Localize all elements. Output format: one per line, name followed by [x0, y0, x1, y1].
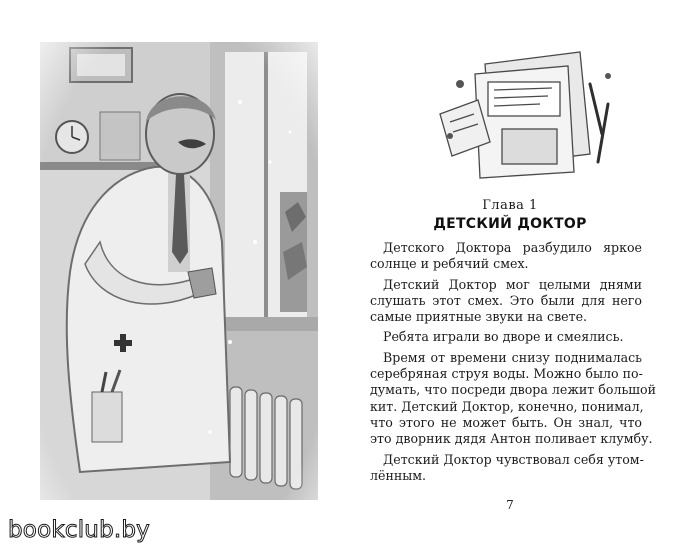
paragraph [370, 240, 642, 273]
chapter-label: Глава 1 [482, 198, 538, 213]
text-line: самые приятные звуки на свете. [370, 309, 588, 325]
text-line: Детского Доктора разбудило яркое [383, 240, 642, 255]
paragraph [370, 349, 656, 448]
text-line: что этого не может быть. Он знал, что [370, 414, 642, 430]
page-number: 7 [506, 498, 514, 512]
text-line: лённым. [370, 467, 427, 483]
text-line: Время от времени снизу поднималась [383, 349, 642, 365]
doctor-illustration [40, 42, 318, 500]
paragraph [370, 329, 642, 345]
text-line: это дворник дядя Антон поливает клумбу. [370, 431, 653, 447]
paragraph [370, 452, 642, 485]
text-line: солнце и ребячий смех. [370, 256, 529, 272]
paragraph [370, 277, 642, 326]
text-page [360, 0, 660, 560]
chapter-body [370, 240, 656, 488]
text-line: думать, что посреди двора лежит большой [370, 382, 656, 398]
desk-papers-icon [430, 44, 615, 184]
text-line: кит. Детский Доктор, конечно, понимал, [370, 398, 644, 414]
text-line: Ребята играли во дворе и смеялись. [383, 329, 624, 345]
chapter-title: ДЕТСКИЙ ДОКТОР [433, 216, 587, 232]
text-line: Детский Доктор мог целыми днями [383, 276, 642, 292]
text-line: слушать этот смех. Это были для него [370, 292, 642, 308]
text-line: серебряная струя воды. Можно было по- [370, 366, 643, 382]
text-line: Детский Доктор чувствовал себя утом- [383, 451, 644, 467]
watermark-text: bookclub.by [8, 517, 150, 543]
